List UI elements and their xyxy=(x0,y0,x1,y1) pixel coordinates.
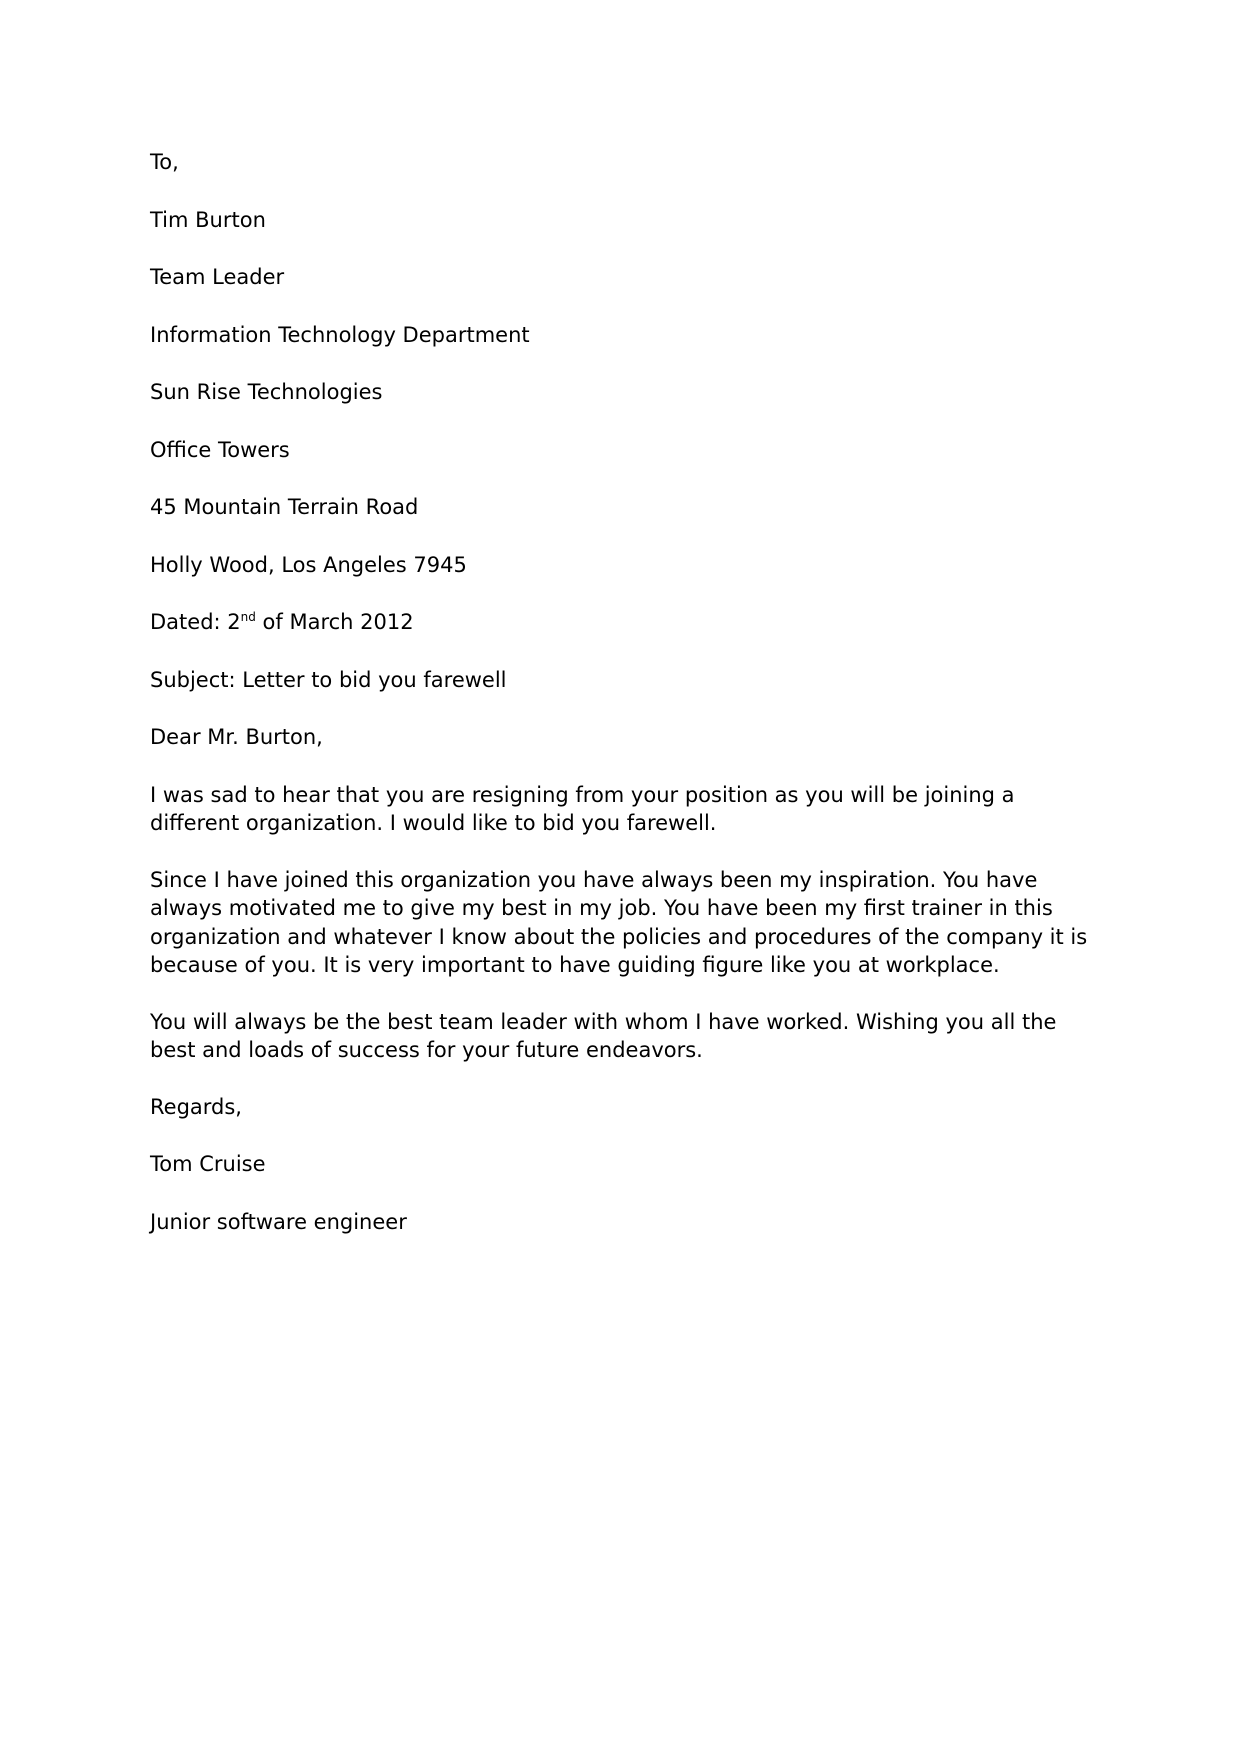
letter-date xyxy=(150,608,1098,637)
letter-body xyxy=(150,148,1098,1265)
date-prefix: Dated: 2 xyxy=(150,610,241,634)
body-paragraph-2: Since I have joined this organization you have always been my inspiration. You have always motivated me to give my best in my job. You have been my first trainer in this organization and whatever I know about the policies and procedures of the company it is because of you. It is very important to have guiding figure like you at workplace. xyxy=(150,867,1088,977)
letter-subject: Subject: Letter to bid you farewell xyxy=(150,667,507,692)
letter-closing: Regards, xyxy=(150,1094,242,1119)
to-label: To, xyxy=(150,150,179,174)
recipient-title: Team Leader xyxy=(150,265,285,289)
recipient-department: Information Technology Department xyxy=(150,322,530,347)
recipient-building: Office Towers xyxy=(150,437,290,462)
body-paragraph-3: You will always be the best team leader with whom I have worked. Wishing you all the best and loads of success for your future endeavors. xyxy=(150,1009,1057,1062)
sender-title: Junior software engineer xyxy=(150,1209,407,1234)
recipient-name: Tim Burton xyxy=(150,207,266,232)
recipient-company: Sun Rise Technologies xyxy=(150,380,383,404)
sender-name: Tom Cruise xyxy=(150,1152,266,1176)
recipient-street: 45 Mountain Terrain Road xyxy=(150,495,419,519)
body-paragraph-1: I was sad to hear that you are resigning from your position as you will be joining a different organization. I would like to bid you farewell. xyxy=(150,782,1015,835)
recipient-city: Holly Wood, Los Angeles 7945 xyxy=(150,552,467,577)
date-rest: of March 2012 xyxy=(255,610,414,634)
date-ordinal-suffix: nd xyxy=(240,610,256,624)
letter-greeting: Dear Mr. Burton, xyxy=(150,725,323,749)
